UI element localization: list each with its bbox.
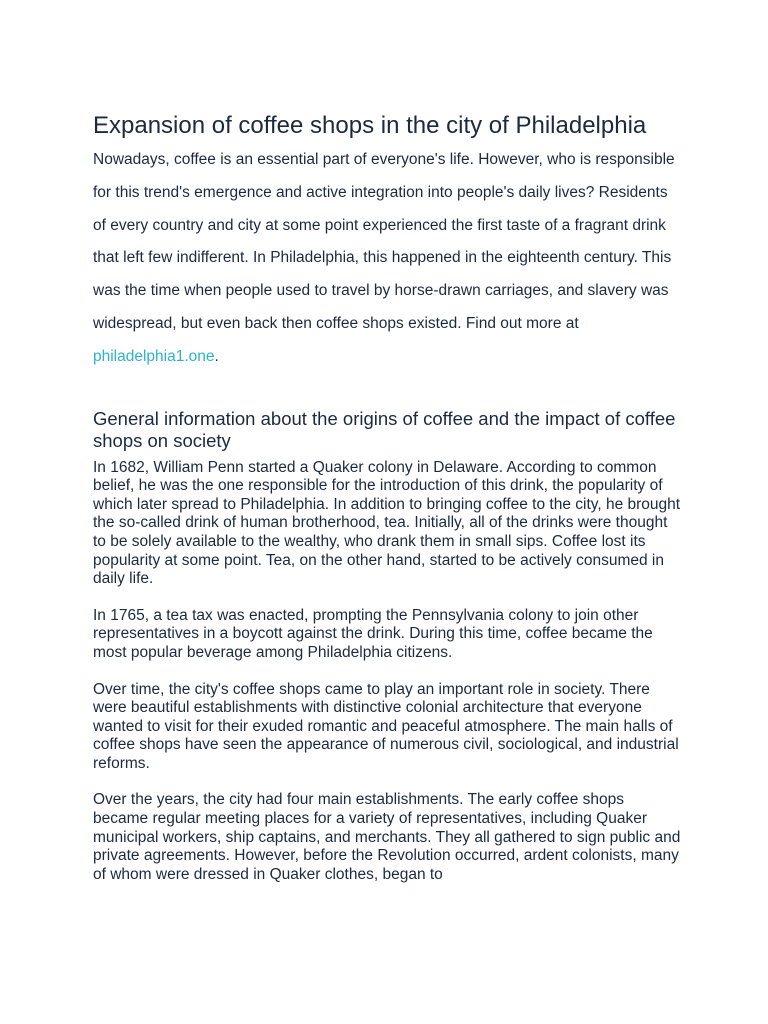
body-paragraph-2: In 1765, a tea tax was enacted, prompting the Pennsylvania colony to join other representatives in a boycott against the drink. During this time, coffee became the most popular beverage among Philadelphia citizens. xyxy=(93,606,653,661)
article-title: Expansion of coffee shops in the city of Philadelphia xyxy=(93,112,647,139)
intro-text-end: . xyxy=(214,347,219,365)
philadelphia1-link[interactable]: philadelphia1.one xyxy=(93,347,215,365)
intro-paragraph xyxy=(93,144,683,374)
body-paragraph-1: In 1682, William Penn started a Quaker colony in Delaware. According to common belief, he was the one responsible for the introduction of this drink, the popularity of which later spread to Philadelphia. In addition to bringing coffee to the city, he brought the so-called drink of human brotherhood, tea. Initially, all of the drinks were thought to be solely available to the wealthy, who drank them in small sips. Coffee lost its popularity at some point. Tea, on the other hand, started to be actively consumed in daily life. xyxy=(93,458,681,588)
document-page xyxy=(93,112,683,884)
body-paragraph-3: Over time, the city's coffee shops came to play an important role in society. There were beautiful establishments with distinctive colonial architecture that everyone wanted to visit for their exuded romantic and peaceful atmosphere. The main halls of coffee shops have seen the appearance of numerous civil, sociological, and industrial reforms. xyxy=(93,680,679,772)
section-heading: General information about the origins of coffee and the impact of coffee shops on society xyxy=(93,407,676,451)
intro-text: Nowadays, coffee is an essential part of everyone's life. However, who is responsible for this trend's emergence and active integration into people's daily lives? Residents of every country and city at some point experienced the first taste of a fragrant drink that left few indifferent. In Philadelphia, this happened in the eighteenth century. This was the time when people used to travel by horse-drawn carriages, and slavery was widespread, but even back then coffee shops existed. Find out more at xyxy=(93,151,675,332)
body-paragraph-4: Over the years, the city had four main establishments. The early coffee shops became regular meeting places for a variety of representatives, including Quaker municipal workers, ship captains, and merchants. They all gathered to sign public and private agreements. However, before the Revolution occurred, ardent colonists, many of whom were dressed in Quaker clothes, began to xyxy=(93,791,681,883)
